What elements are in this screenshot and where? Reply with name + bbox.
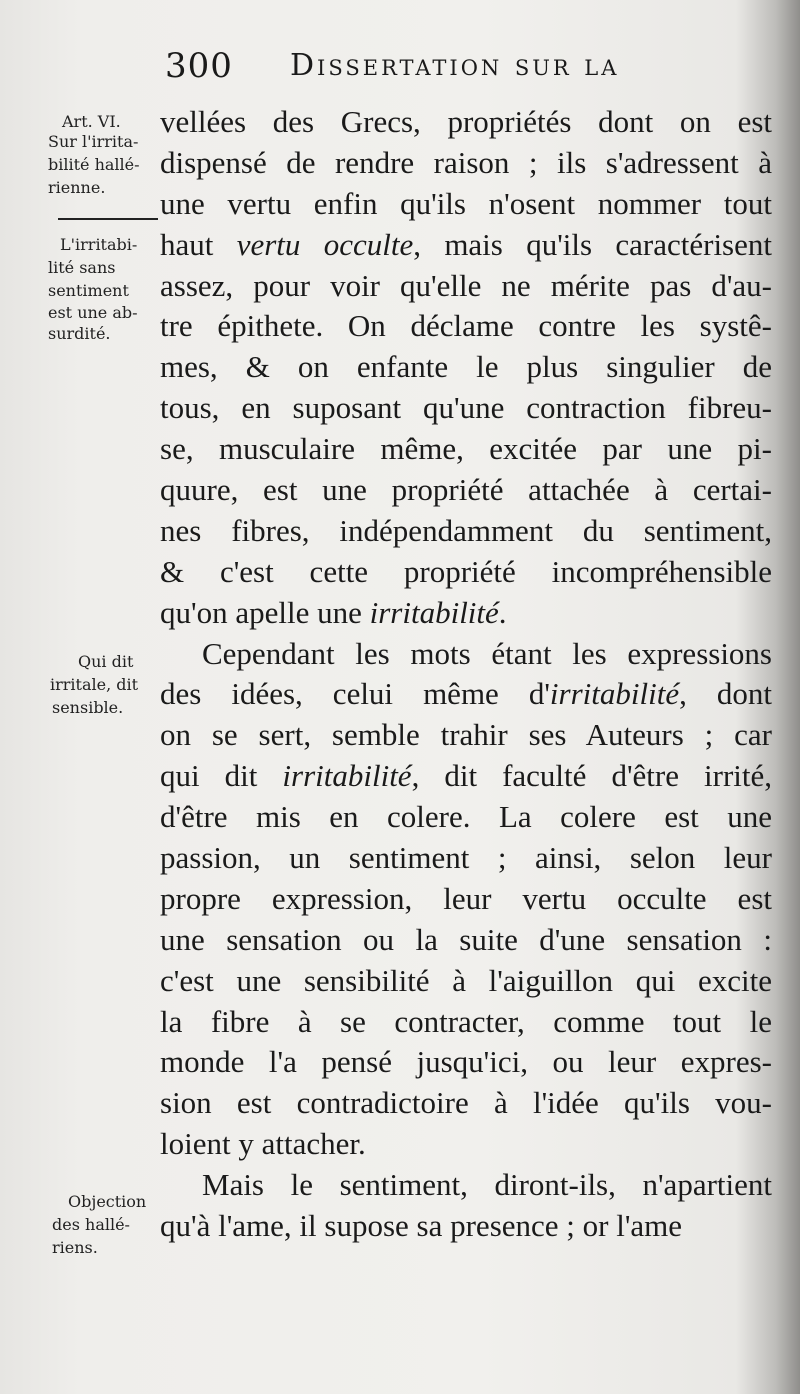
margin-note-line: Objection [68,1192,147,1211]
margin-note-line: est une ab- [48,303,138,322]
text-line: qu'à l'ame, il supose sa presence ; or l'ame [160,1208,683,1244]
text-segment: , mais qu'ils caractérisent [413,226,772,262]
text-segment: qu'on apelle une [160,594,370,630]
text-line: mes, & on enfante le plus singulier de [160,349,772,385]
text-line: d'être mis en colere. La colere est une [160,799,772,835]
text-line: tre épithete. On déclame contre les systê- [160,308,772,344]
margin-rule [58,218,158,220]
margin-note-line: irritale, dit [50,675,139,694]
text-line: c'est une sensibilité à l'aiguillon qui excite [160,962,772,998]
italic-term: irritabilité [549,676,680,712]
text-line: monde l'a pensé jusqu'ici, ou leur expres- [160,1044,772,1080]
text-line: une sensation ou la suite d'une sensation : [160,921,772,957]
text-segment: qui dit [160,758,283,794]
text-line: loient y attacher. [160,1126,366,1162]
margin-note-line: surdité. [48,324,111,343]
text-line: Cependant les mots étant les expressions [202,635,772,671]
text-line: une vertu enfin qu'ils n'osent nommer tout [160,185,772,221]
text-line [160,756,772,797]
italic-term: vertu occulte [236,226,414,262]
text-segment: des idées, celui même d' [160,676,550,712]
italic-term: irritabilité [282,758,412,794]
text-segment: haut [160,226,237,262]
page-header [0,42,800,92]
margin-note-line: L'irritabi- [60,235,138,254]
margin-note-article: Art. VI. [62,112,121,131]
text-line: & c'est cette propriété incompréhensible [160,553,772,589]
text-line: vellées des Grecs, propriétés dont on est [160,104,772,139]
margin-note-line: sentiment [48,281,129,300]
text-line: passion, un sentiment ; ainsi, selon leur [160,840,772,876]
text-segment: . [498,594,507,630]
margin-note-line: bilité hallé- [48,155,140,174]
margin-note-line: rienne. [48,178,106,197]
margin-note-line: Qui dit [78,652,134,671]
text-line: nes fibres, indépendamment du sentiment, [160,512,772,548]
text-line: assez, pour voir qu'elle ne mérite pas d'au- [160,267,772,303]
text-line: Mais le sentiment, diront-ils, n'apartient [202,1167,772,1203]
running-head: Dissertation sur la [290,48,620,83]
text-line: quure, est une propriété attachée à certai- [160,472,772,508]
text-line: sion est contradictoire à l'idée qu'ils vou- [160,1085,772,1121]
text-segment: , dit faculté d'être irrité, [411,758,772,794]
text-line [160,225,772,266]
text-line: propre expression, leur vertu occulte est [160,880,772,916]
body-text [160,102,772,1247]
text-line: se, musculaire même, excitée par une pi- [160,431,772,467]
margin-note-line: riens. [52,1238,98,1257]
margin-note-line: Sur l'irrita- [48,132,139,151]
text-line: tous, en suposant qu'une contraction fibreu- [160,390,772,426]
text-line: on se sert, semble trahir ses Auteurs ; car [160,717,772,753]
text-segment: , dont [679,676,772,712]
margin-note-line: lité sans [48,258,116,277]
text-line [160,593,772,634]
text-line [160,674,772,715]
text-line: dispensé de rendre raison ; ils s'adressent à [160,144,772,180]
margin-note-line: des hallé- [52,1215,130,1234]
text-line: la fibre à se contracter, comme tout le [160,1003,772,1039]
italic-term: irritabilité [369,594,499,630]
page-number: 300 [165,46,233,86]
margin-note-line: sensible. [52,698,124,717]
